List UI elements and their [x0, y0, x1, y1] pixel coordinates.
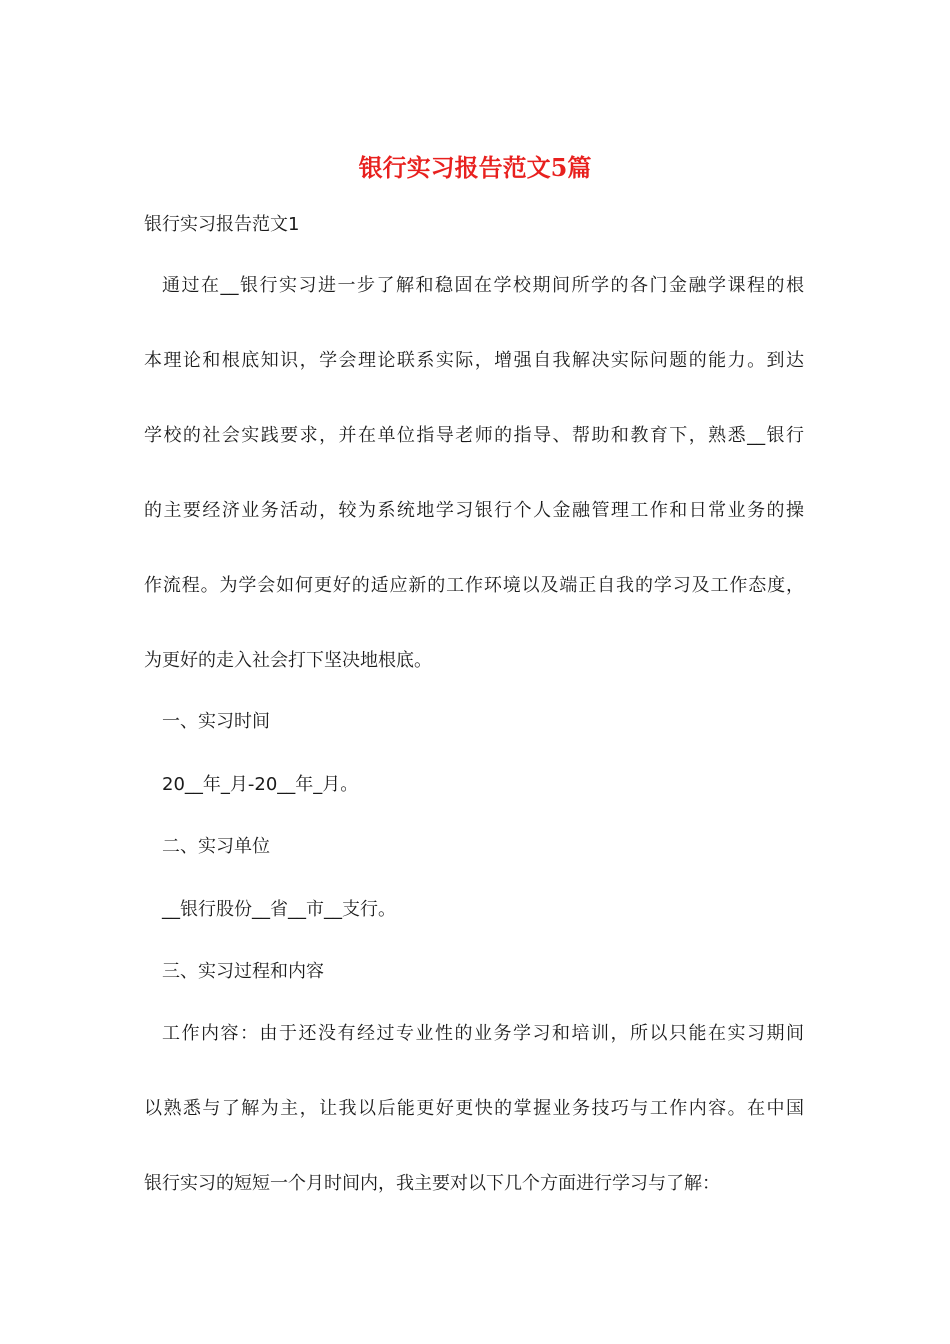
- paragraph-line: 工作内容：由于还没有经过专业性的业务学习和培训，所以只能在实习期间: [162, 1023, 804, 1044]
- paragraph-line: 作流程。为学会如何更好的适应新的工作环境以及端正自我的学习及工作态度，: [144, 575, 804, 596]
- internship-unit: __银行股份__省__市__支行。: [162, 899, 396, 920]
- section-heading-sample-1: 银行实习报告范文1: [144, 214, 300, 235]
- paragraph-line: 的主要经济业务活动，较为系统地学习银行个人金融管理工作和日常业务的操: [144, 500, 804, 521]
- paragraph-line: 本理论和根底知识，学会理论联系实际，增强自我解决实际问题的能力。到达: [144, 350, 804, 371]
- section-heading-time: 一、实习时间: [162, 711, 270, 732]
- paragraph-line: 以熟悉与了解为主，让我以后能更好更快的掌握业务技巧与工作内容。在中国: [144, 1098, 804, 1119]
- paragraph-line: 银行实习的短短一个月时间内，我主要对以下几个方面进行学习与了解：: [144, 1173, 720, 1194]
- internship-period: 20__年_月-20__年_月。: [162, 774, 359, 795]
- paragraph-line: 学校的社会实践要求，并在单位指导老师的指导、帮助和教育下，熟悉__银行: [144, 425, 804, 446]
- document-title: 银行实习报告范文5篇: [358, 153, 592, 182]
- section-heading-unit: 二、实习单位: [162, 836, 270, 857]
- section-heading-process: 三、实习过程和内容: [162, 961, 324, 982]
- paragraph-line: 通过在__银行实习进一步了解和稳固在学校期间所学的各门金融学课程的根: [162, 275, 804, 296]
- paragraph-line: 为更好的走入社会打下坚决地根底。: [144, 650, 432, 671]
